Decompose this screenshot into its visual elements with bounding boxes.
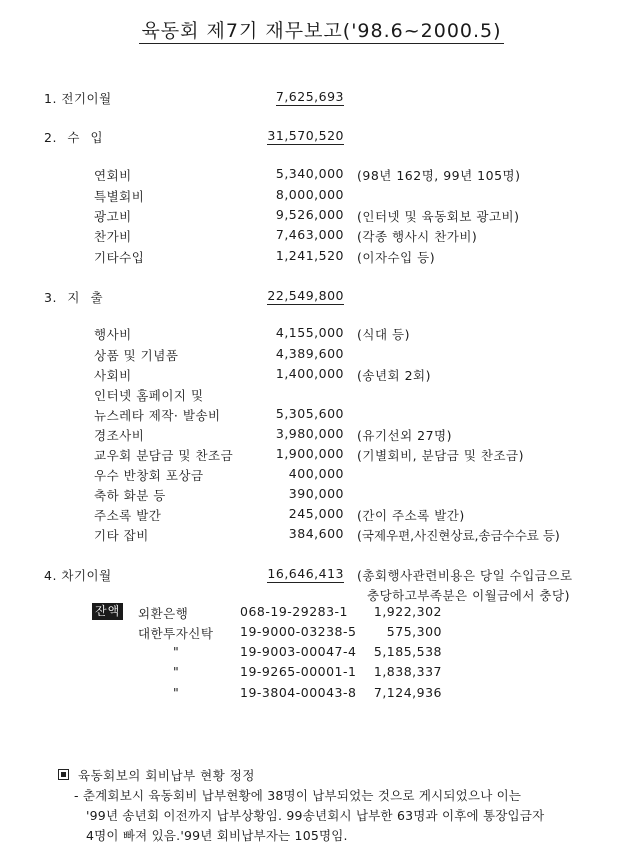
expense-item-amount: 4,389,600: [275, 346, 344, 361]
expense-item-amount: 5,305,600: [275, 406, 344, 421]
expense-item-amount: 384,600: [288, 526, 344, 541]
expense-item-note: (기별회비, 분담금 및 찬조금): [357, 448, 524, 463]
income-item-note: (인터넷 및 육동회보 광고비): [357, 209, 520, 224]
expense-item-amount: 1,900,000: [275, 446, 344, 461]
income-item-note: (각종 행사시 찬가비): [357, 229, 478, 244]
balance-bank: 대한투자신탁: [138, 626, 214, 641]
income-item-amount: 1,241,520: [275, 248, 344, 263]
notice-line1: - 춘계회보시 육동회비 납부현황에 38명이 납부되었는 것으로 게시되었으나 이는: [74, 788, 522, 803]
expense-item-note: (간이 주소록 발간): [357, 508, 465, 523]
expense-item-name: 기타 잡비: [94, 528, 149, 543]
balance-amount: 1,838,337: [373, 664, 442, 679]
income-item-name: 특별회비: [94, 189, 145, 204]
expense-item-amount: 245,000: [288, 506, 344, 521]
carryover-amount-value: 7,625,693: [275, 89, 344, 104]
income-amount-value: 31,570,520: [267, 128, 344, 143]
expense-item-name: 축하 화분 등: [94, 488, 166, 503]
expense-item-amount: 4,155,000: [275, 325, 344, 340]
balance-bank: ": [173, 664, 180, 679]
expense-item-name: 우수 반창회 포상금: [94, 468, 204, 483]
expense-item-amount: 3,980,000: [275, 426, 344, 441]
expense-item-amount: 400,000: [288, 466, 344, 481]
report-title-wrap: [0, 16, 643, 43]
expense-item-note: (유기선외 27명): [357, 428, 453, 443]
report-title: 육동회 제7기 재무보고('98.6~2000.5): [141, 20, 502, 42]
expense-item-amount: 390,000: [288, 486, 344, 501]
income-item-note: (98년 162명, 99년 105명): [357, 168, 521, 183]
expense-item-name: 뉴스레타 제작· 발송비: [94, 408, 221, 423]
expense-label: 3. 지 출: [44, 290, 104, 305]
income-item-name: 기타수입: [94, 250, 145, 265]
notice-line3: 4명이 빠져 있음.'99년 회비납부자는 105명임.: [86, 828, 348, 843]
income-label: 2. 수 입: [44, 130, 104, 145]
balance-account: 19-9003-00047-4: [240, 644, 357, 659]
carryover-amount: [252, 89, 344, 104]
next-note-line1: (총회행사관련비용은 당일 수입금으로: [357, 568, 573, 583]
expense-item-name: 경조사비: [94, 428, 145, 443]
expense-amount: [252, 288, 344, 303]
income-item-amount: 9,526,000: [275, 207, 344, 222]
income-item-note: (이자수입 등): [357, 250, 436, 265]
expense-amount-value: 22,549,800: [267, 288, 344, 303]
expense-item-note: (국제우편,사진현상료,송금수수료 등): [357, 528, 560, 543]
balance-account: 19-9000-03238-5: [240, 624, 357, 639]
expense-item-amount: 1,400,000: [275, 366, 344, 381]
balance-account: 19-9265-00001-1: [240, 664, 357, 679]
expense-item-name: 교우회 분담금 및 찬조금: [94, 448, 234, 463]
income-item-name: 광고비: [94, 209, 132, 224]
expense-item-name: 인터넷 홈페이지 및: [94, 388, 204, 403]
next-label: 4. 차기이월: [44, 568, 112, 583]
expense-item-name: 상품 및 기념품: [94, 348, 179, 363]
expense-item-note: (식대 등): [357, 327, 410, 342]
balance-amount: 5,185,538: [373, 644, 442, 659]
balance-amount: 7,124,936: [373, 685, 442, 700]
income-item-name: 연회비: [94, 168, 132, 183]
next-note-line2: 충당하고부족분은 이월금에서 충당): [367, 588, 570, 603]
carryover-label: 1. 전기이월: [44, 91, 112, 106]
income-item-amount: 5,340,000: [275, 166, 344, 181]
next-amount-value: 16,646,413: [267, 566, 344, 581]
next-amount: [252, 566, 344, 581]
balance-account: 19-3804-00043-8: [240, 685, 357, 700]
notice-line2: '99년 송년회 이전까지 납부상황임. 99송년회시 납부한 63명과 이후에 통장입금자: [86, 808, 545, 823]
expense-item-name: 주소록 발간: [94, 508, 162, 523]
balance-bank: ": [173, 644, 180, 659]
notice-square-icon: [58, 769, 69, 780]
income-item-name: 찬가비: [94, 229, 132, 244]
expense-item-name: 행사비: [94, 327, 132, 342]
balance-badge: 잔액: [92, 603, 123, 620]
income-item-amount: 8,000,000: [275, 187, 344, 202]
balance-bank: 외환은행: [138, 606, 189, 621]
balance-bank: ": [173, 685, 180, 700]
balance-account: 068-19-29283-1: [240, 604, 349, 619]
expense-item-name: 사회비: [94, 368, 132, 383]
income-amount: [252, 128, 344, 143]
income-item-amount: 7,463,000: [275, 227, 344, 242]
balance-amount: 575,300: [386, 624, 442, 639]
expense-item-note: (송년회 2회): [357, 368, 431, 383]
balance-amount: 1,922,302: [373, 604, 442, 619]
notice-title: 육동회보의 회비납부 현황 정정: [78, 768, 255, 783]
